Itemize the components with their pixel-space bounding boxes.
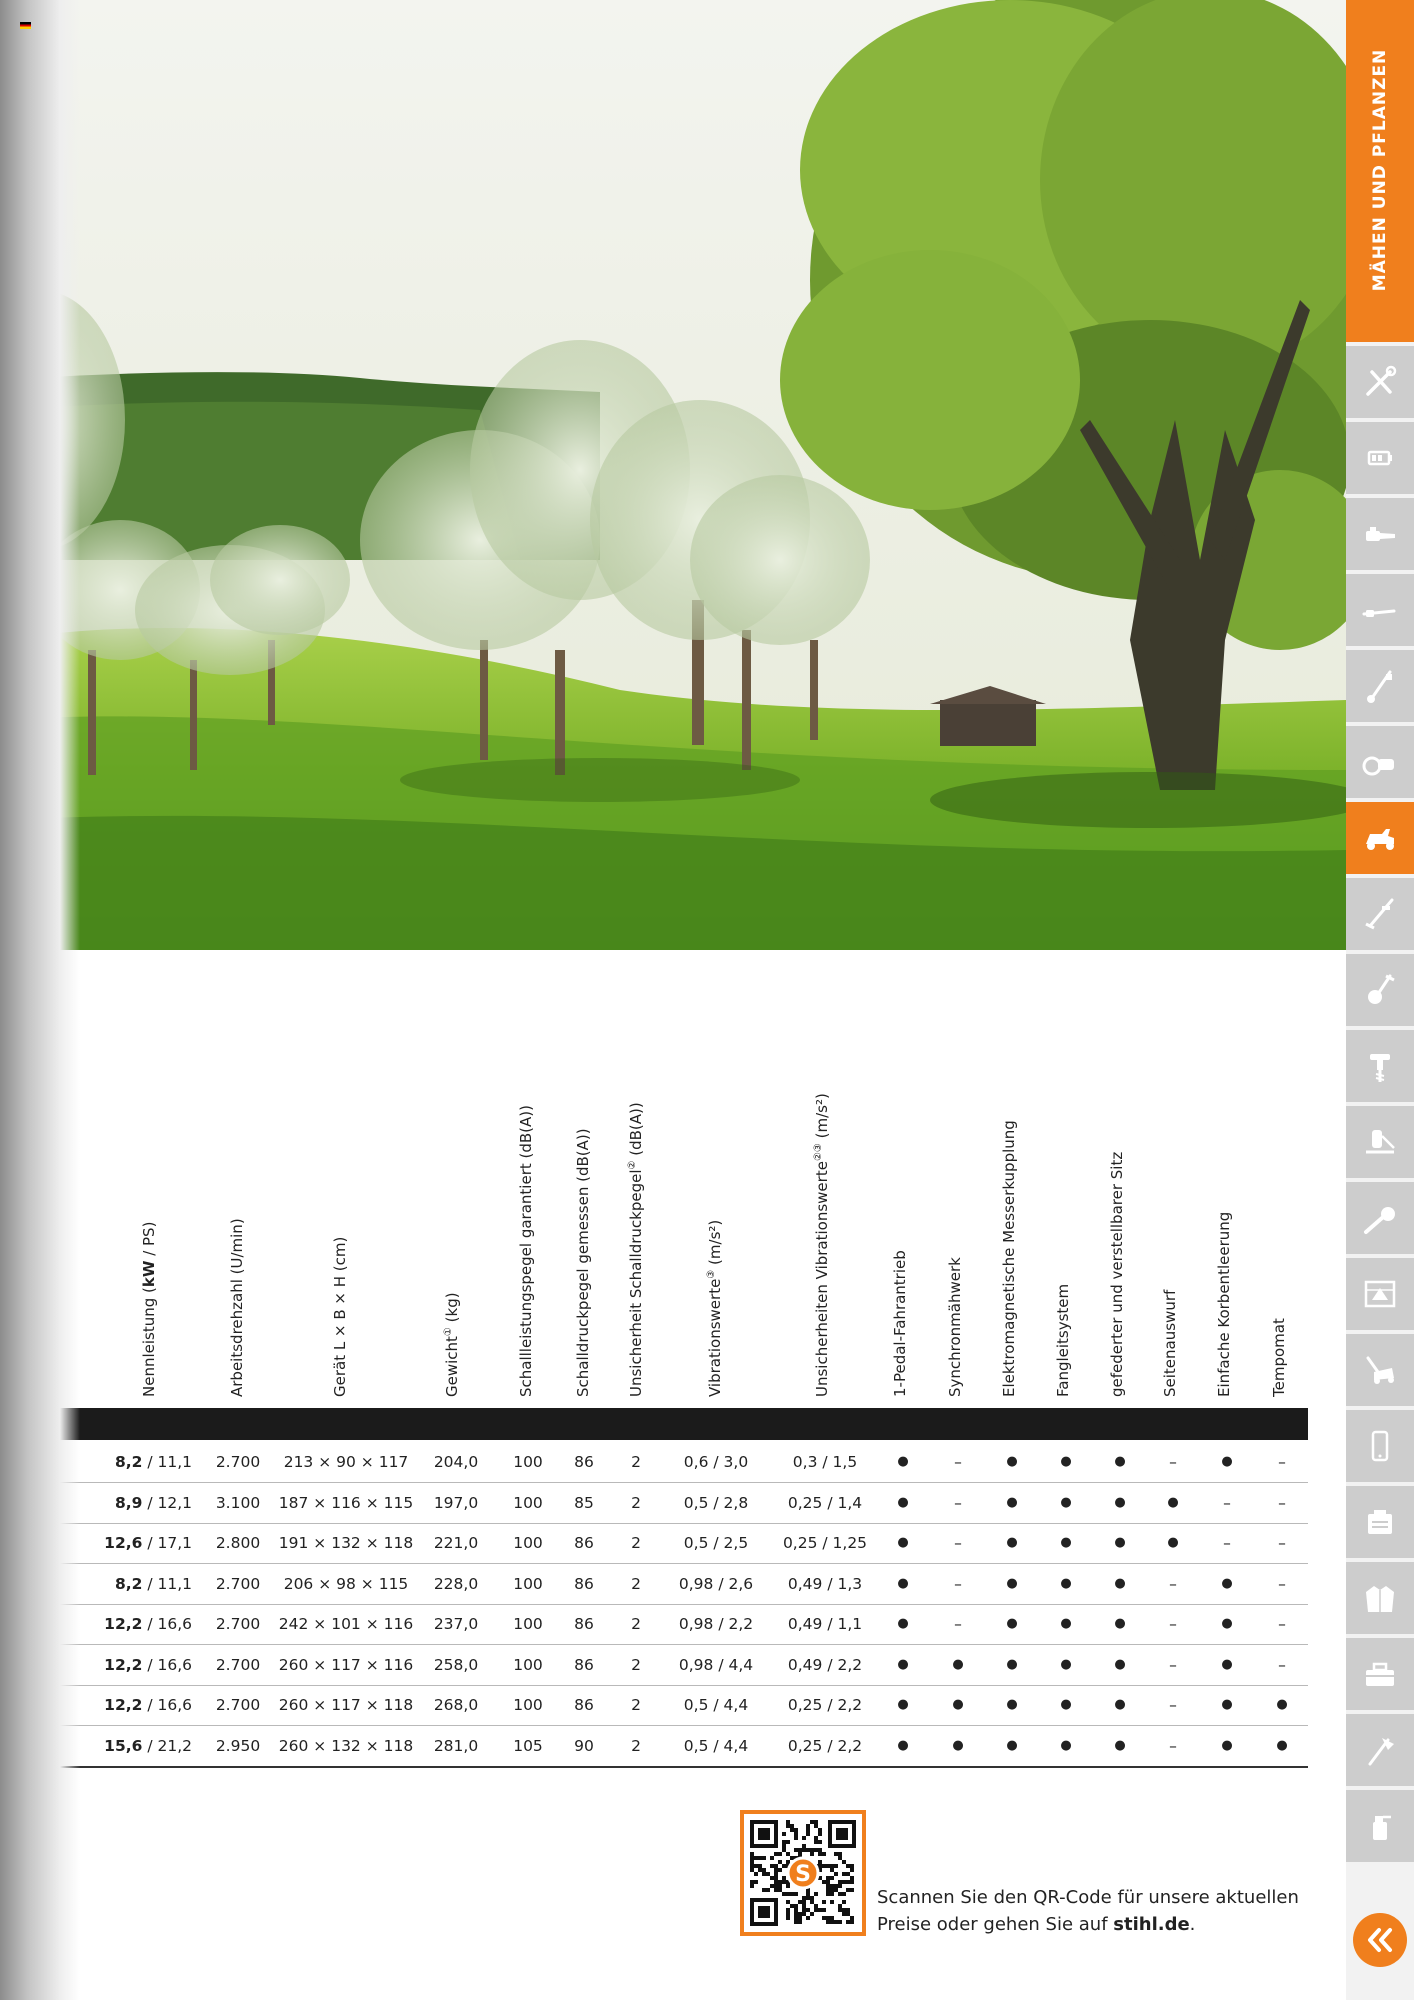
table-cell-f4: ● (1060, 1616, 1072, 1631)
column-header-label: Seitenauswurf (1161, 1289, 1179, 1397)
table-cell-f5: ● (1114, 1454, 1126, 1469)
table-cell-f8: – (1278, 1655, 1286, 1674)
table-cell-f7: ● (1221, 1737, 1233, 1753)
footer-line-2 (877, 1911, 1299, 1938)
smartphone-icon (1360, 1426, 1400, 1466)
tools-icon (1360, 362, 1400, 402)
table-cell-f6: ● (1167, 1535, 1179, 1550)
cut-off-saw-icon (1360, 742, 1400, 782)
table-cell-f2: – (954, 1453, 962, 1471)
table-cell-lpa: 86 (574, 1655, 594, 1674)
table-cell-dims: 213 × 90 × 117 (283, 1453, 409, 1471)
trimmer-icon (1360, 666, 1400, 706)
column-header (813, 1093, 851, 1397)
table-row (0, 1604, 1308, 1645)
table-cell-weight: 228,0 (433, 1574, 479, 1593)
column-header-label: Elektromagnetische Messerkupplung (1000, 1120, 1018, 1397)
nav-item-robot-mower[interactable] (1346, 1258, 1414, 1330)
spray-bottle-icon (1360, 1806, 1400, 1846)
nav-item-accessories[interactable] (1346, 1486, 1414, 1558)
table-cell-rpm: 2.700 (215, 1696, 261, 1714)
table-cell-f6: – (1169, 1615, 1177, 1633)
table-cell-vib: 0,98 / 2,2 (678, 1615, 754, 1633)
table-cell-unc: 2 (631, 1493, 641, 1512)
table-cell-vib: 0,5 / 2,5 (683, 1534, 749, 1552)
table-cell-vib: 0,5 / 2,8 (683, 1493, 749, 1512)
column-header (574, 1128, 612, 1397)
column-header (627, 1102, 665, 1397)
table-cell-f8: ● (1276, 1737, 1288, 1753)
table-cell-f4: ● (1060, 1656, 1072, 1672)
table-cell-f7: ● (1221, 1697, 1233, 1712)
table-cell-rpm: 2.700 (215, 1453, 261, 1471)
table-cell-rpm: 2.800 (215, 1534, 261, 1552)
power-ps: / 16,6 (142, 1655, 192, 1674)
table-cell-f1: ● (897, 1697, 909, 1712)
nav-item-ride-on-mower[interactable] (1346, 802, 1414, 874)
table-cell-weight: 281,0 (433, 1736, 479, 1755)
lawn-mower-icon (1360, 1350, 1400, 1390)
table-cell-f3: ● (1006, 1737, 1018, 1753)
column-header-label: Gewicht① (kg) (443, 1292, 461, 1397)
nav-item-tiller[interactable] (1346, 954, 1414, 1026)
power-kw: 12,2 (104, 1655, 143, 1674)
table-cell-lwa: 100 (513, 1534, 543, 1552)
column-header (706, 1219, 744, 1397)
nav-item-blower[interactable] (1346, 1182, 1414, 1254)
table-cell-lpa: 86 (574, 1574, 594, 1593)
table-cell-rpm: 2.700 (215, 1574, 261, 1593)
robot-mower-icon (1360, 1274, 1400, 1314)
column-header (1270, 1318, 1308, 1397)
table-cell-f5: ● (1114, 1535, 1126, 1550)
table-cell-unc: 2 (631, 1696, 641, 1714)
table-cell-f6: ● (1167, 1494, 1179, 1510)
table-cell-f4: ● (1060, 1494, 1072, 1510)
table-cell-weight: 258,0 (433, 1655, 479, 1674)
table-cell-f3: ● (1006, 1535, 1018, 1550)
column-header-label: Einfache Korbentleerung (1215, 1211, 1233, 1397)
nav-item-brushcutter[interactable] (1346, 878, 1414, 950)
power-kw: 15,6 (104, 1736, 143, 1755)
orchard-photo (0, 0, 1346, 950)
power-kw: 8,2 (114, 1574, 143, 1593)
table-cell-f7: ● (1221, 1656, 1233, 1672)
section-nav-title: MÄHEN UND PFLANZEN (1370, 48, 1390, 292)
table-cell-f2: ● (952, 1737, 964, 1753)
table-cell-f1: ● (897, 1494, 909, 1510)
table-cell-vib: 0,98 / 2,6 (678, 1574, 754, 1593)
table-cell-f7: ● (1221, 1616, 1233, 1631)
table-cell-lwa: 100 (513, 1493, 543, 1512)
table-cell-dims: 206 × 98 × 115 (283, 1574, 409, 1593)
column-header (443, 1292, 481, 1397)
column-header-label: Gerät L × B × H (cm) (331, 1236, 349, 1397)
nav-item-pole-pruner[interactable] (1346, 574, 1414, 646)
table-cell-dims: 260 × 117 × 118 (278, 1696, 414, 1714)
table-cell-lpa: 85 (574, 1493, 594, 1512)
table-cell-vib-unc: 0,25 / 1,4 (787, 1493, 863, 1512)
column-header (517, 1104, 555, 1397)
toolbox-icon (1360, 1654, 1400, 1694)
column-header-label: Unsicherheit Schalldruckpegel② (dB(A)) (627, 1102, 645, 1397)
table-cell-f5: ● (1114, 1494, 1126, 1510)
accessories-icon (1360, 1502, 1400, 1542)
column-header-label: Arbeitsdrehzahl (U/min) (228, 1218, 246, 1397)
table-cell-lwa: 105 (513, 1736, 543, 1755)
table-cell-f1: ● (897, 1535, 909, 1550)
nav-item-toolbox[interactable] (1346, 1638, 1414, 1710)
table-cell-rpm: 3.100 (215, 1493, 261, 1512)
power-kw: 8,2 (114, 1453, 143, 1471)
table-cell-unc: 2 (631, 1453, 641, 1471)
chainsaw-icon (1360, 514, 1400, 554)
page-gutter-shadow (0, 0, 80, 2000)
column-header (1215, 1211, 1253, 1397)
table-cell-dims: 260 × 117 × 116 (278, 1655, 414, 1674)
table-cell-f5: ● (1114, 1656, 1126, 1672)
brushcutter-icon (1360, 894, 1400, 934)
table-row (0, 1442, 1308, 1483)
power-ps: / 21,2 (142, 1736, 192, 1755)
double-chevron-left-icon (1363, 1923, 1397, 1957)
column-header-label: Fangleitsystem (1054, 1283, 1072, 1397)
power-ps: / 16,6 (142, 1615, 192, 1633)
table-cell-f8: – (1278, 1493, 1286, 1512)
qr-code[interactable] (740, 1810, 866, 1936)
table-cell-f2: – (954, 1493, 962, 1512)
table-cell-f4: ● (1060, 1535, 1072, 1550)
table-cell-dims: 260 × 132 × 118 (278, 1736, 414, 1755)
table-cell-f8: – (1278, 1574, 1286, 1593)
table-cell-lpa: 86 (574, 1453, 594, 1471)
footer-period: . (1189, 1914, 1196, 1935)
column-header-label: Nennleistung (kW / PS) (140, 1221, 158, 1397)
column-header (1054, 1283, 1092, 1397)
power-ps: / 11,1 (142, 1574, 192, 1593)
table-cell-f3: ● (1006, 1454, 1018, 1469)
table-cell-f3: ● (1006, 1616, 1018, 1631)
column-header-label: Vibrationswerte③ (m/s²) (706, 1219, 724, 1397)
table-cell-f5: ● (1114, 1575, 1126, 1591)
table-cell-lwa: 100 (513, 1655, 543, 1674)
table-cell-vib: 0,5 / 4,4 (683, 1696, 749, 1714)
table-cell-f4: ● (1060, 1454, 1072, 1469)
column-header (891, 1250, 929, 1397)
table-cell-f2: – (954, 1534, 962, 1552)
table-row (0, 1645, 1308, 1686)
column-header-label: Schallleistungspegel garantiert (dB(A)) (517, 1104, 535, 1397)
column-header-label: Tempomat (1270, 1318, 1288, 1397)
table-cell-f6: – (1169, 1453, 1177, 1471)
column-header-label: Synchronmähwerk (946, 1257, 964, 1397)
column-header (331, 1236, 369, 1397)
blower-icon (1360, 1198, 1400, 1238)
table-row (0, 1564, 1308, 1605)
earth-auger-icon (1360, 1046, 1400, 1086)
table-cell-weight: 237,0 (433, 1615, 479, 1633)
power-kw: 12,2 (104, 1615, 143, 1633)
nav-item-trimmer[interactable] (1346, 650, 1414, 722)
column-header-label: Unsicherheiten Vibrationswerte②③ (m/s²) (813, 1093, 831, 1397)
table-cell-lwa: 100 (513, 1453, 543, 1471)
table-row (0, 1726, 1308, 1768)
table-cell-f1: ● (897, 1737, 909, 1753)
table-cell-vib-unc: 0,49 / 2,2 (787, 1655, 863, 1674)
table-cell-lpa: 86 (574, 1615, 594, 1633)
table-cell-f8: – (1278, 1453, 1286, 1471)
table-cell-f7: ● (1221, 1575, 1233, 1591)
nav-item-sprayer[interactable] (1346, 1106, 1414, 1178)
footer-note (877, 1884, 1299, 1938)
table-cell-f7: – (1223, 1534, 1231, 1552)
power-kw: 12,6 (104, 1534, 143, 1552)
table-cell-f8: – (1278, 1534, 1286, 1552)
table-cell-f4: ● (1060, 1575, 1072, 1591)
table-cell-f3: ● (1006, 1697, 1018, 1712)
table-row (0, 1483, 1308, 1524)
table-row (0, 1685, 1308, 1726)
back-button[interactable] (1353, 1913, 1407, 1967)
table-cell-f6: – (1169, 1655, 1177, 1674)
table-cell-lwa: 100 (513, 1615, 543, 1633)
table-cell-rpm: 2.950 (215, 1736, 261, 1755)
table-cell-f7: – (1223, 1493, 1231, 1512)
nav-item-cut-off-saw[interactable] (1346, 726, 1414, 798)
table-cell-lpa: 90 (574, 1736, 594, 1755)
table-cell-rpm: 2.700 (215, 1655, 261, 1674)
table-cell-vib-unc: 0,25 / 1,25 (782, 1534, 868, 1552)
table-cell-unc: 2 (631, 1615, 641, 1633)
table-cell-f1: ● (897, 1575, 909, 1591)
power-kw: 8,9 (114, 1493, 143, 1512)
table-cell-dims: 187 × 116 × 115 (278, 1493, 414, 1512)
tiller-icon (1360, 970, 1400, 1010)
nav-item-axe[interactable] (1346, 1714, 1414, 1786)
table-cell-lpa: 86 (574, 1696, 594, 1714)
nav-item-jacket[interactable] (1346, 1562, 1414, 1634)
table-cell-f2: ● (952, 1697, 964, 1712)
column-header-label: 1-Pedal-Fahrantrieb (891, 1250, 909, 1397)
table-cell-lwa: 100 (513, 1574, 543, 1593)
sprayer-icon (1360, 1122, 1400, 1162)
table-cell-dims: 191 × 132 × 118 (278, 1534, 414, 1552)
table-cell-f8: – (1278, 1615, 1286, 1633)
table-cell-weight: 204,0 (433, 1453, 479, 1471)
table-cell-f6: – (1169, 1696, 1177, 1714)
battery-icon (1360, 438, 1400, 478)
column-header (228, 1218, 266, 1397)
power-ps: / 11,1 (142, 1453, 192, 1471)
table-header-band (0, 1408, 1308, 1440)
column-header (946, 1257, 984, 1397)
table-cell-f1: ● (897, 1616, 909, 1631)
table-cell-vib-unc: 0,3 / 1,5 (792, 1453, 858, 1471)
column-header-label: gefederter und verstellbarer Sitz (1108, 1151, 1126, 1397)
table-cell-dims: 242 × 101 × 116 (278, 1615, 414, 1633)
table-cell-f2: – (954, 1574, 962, 1593)
table-cell-f1: ● (897, 1656, 909, 1672)
table-cell-f3: ● (1006, 1494, 1018, 1510)
column-header (1161, 1289, 1199, 1397)
table-cell-vib-unc: 0,49 / 1,3 (787, 1574, 863, 1593)
table-cell-f3: ● (1006, 1656, 1018, 1672)
table-cell-vib: 0,6 / 3,0 (683, 1453, 749, 1471)
table-cell-f6: – (1169, 1736, 1177, 1755)
table-cell-f8: ● (1276, 1697, 1288, 1712)
german-flag-icon (20, 22, 31, 29)
table-cell-lwa: 100 (513, 1696, 543, 1714)
table-cell-vib-unc: 0,25 / 2,2 (787, 1736, 863, 1755)
table-cell-f4: ● (1060, 1697, 1072, 1712)
qr-badge-letter: S (795, 1862, 811, 1887)
axe-icon (1360, 1730, 1400, 1770)
stihl-link[interactable]: stihl.de (1113, 1914, 1190, 1935)
pole-pruner-icon (1360, 590, 1400, 630)
nav-item-tools[interactable] (1346, 346, 1414, 418)
table-cell-vib: 0,5 / 4,4 (683, 1736, 749, 1755)
table-cell-f2: – (954, 1615, 962, 1633)
table-cell-f4: ● (1060, 1737, 1072, 1753)
nav-item-spray-bottle[interactable] (1346, 1790, 1414, 1862)
table-cell-weight: 197,0 (433, 1493, 479, 1512)
nav-item-lawn-mower[interactable] (1346, 1334, 1414, 1406)
section-nav-rail (1346, 0, 1414, 2000)
nav-item-smartphone[interactable] (1346, 1410, 1414, 1482)
power-kw: 12,2 (104, 1696, 143, 1714)
table-cell-f5: ● (1114, 1737, 1126, 1753)
jacket-icon (1360, 1578, 1400, 1618)
table-cell-weight: 221,0 (433, 1534, 479, 1552)
power-ps: / 16,6 (142, 1696, 192, 1714)
table-cell-f5: ● (1114, 1616, 1126, 1631)
table-cell-unc: 2 (631, 1655, 641, 1674)
table-cell-f7: ● (1221, 1454, 1233, 1469)
table-cell-unc: 2 (631, 1736, 641, 1755)
nav-item-battery[interactable] (1346, 422, 1414, 494)
table-cell-f1: ● (897, 1454, 909, 1469)
table-row (0, 1523, 1308, 1564)
table-cell-f6: – (1169, 1574, 1177, 1593)
column-header (1000, 1120, 1038, 1397)
table-cell-f2: ● (952, 1656, 964, 1672)
table-cell-vib: 0,98 / 4,4 (678, 1655, 754, 1674)
table-cell-vib-unc: 0,49 / 1,1 (787, 1615, 863, 1633)
nav-item-chainsaw[interactable] (1346, 498, 1414, 570)
power-ps: / 12,1 (142, 1493, 192, 1512)
nav-item-earth-auger[interactable] (1346, 1030, 1414, 1102)
table-cell-f5: ● (1114, 1697, 1126, 1712)
table-cell-unc: 2 (631, 1534, 641, 1552)
table-cell-unc: 2 (631, 1574, 641, 1593)
table-cell-lpa: 86 (574, 1534, 594, 1552)
ride-on-mower-icon (1360, 818, 1400, 858)
column-header (1108, 1151, 1146, 1397)
table-cell-vib-unc: 0,25 / 2,2 (787, 1696, 863, 1714)
table-cell-weight: 268,0 (433, 1696, 479, 1714)
power-ps: / 17,1 (142, 1534, 192, 1552)
section-nav-header[interactable] (1346, 0, 1414, 342)
table-cell-f3: ● (1006, 1575, 1018, 1591)
table-cell-rpm: 2.700 (215, 1615, 261, 1633)
footer-line-1: Scannen Sie den QR-Code für unsere aktuellen (877, 1887, 1299, 1908)
column-header (140, 1221, 178, 1397)
column-header-label: Schalldruckpegel gemessen (dB(A)) (574, 1128, 592, 1397)
footer-line-2-text: Preise oder gehen Sie auf (877, 1914, 1114, 1935)
